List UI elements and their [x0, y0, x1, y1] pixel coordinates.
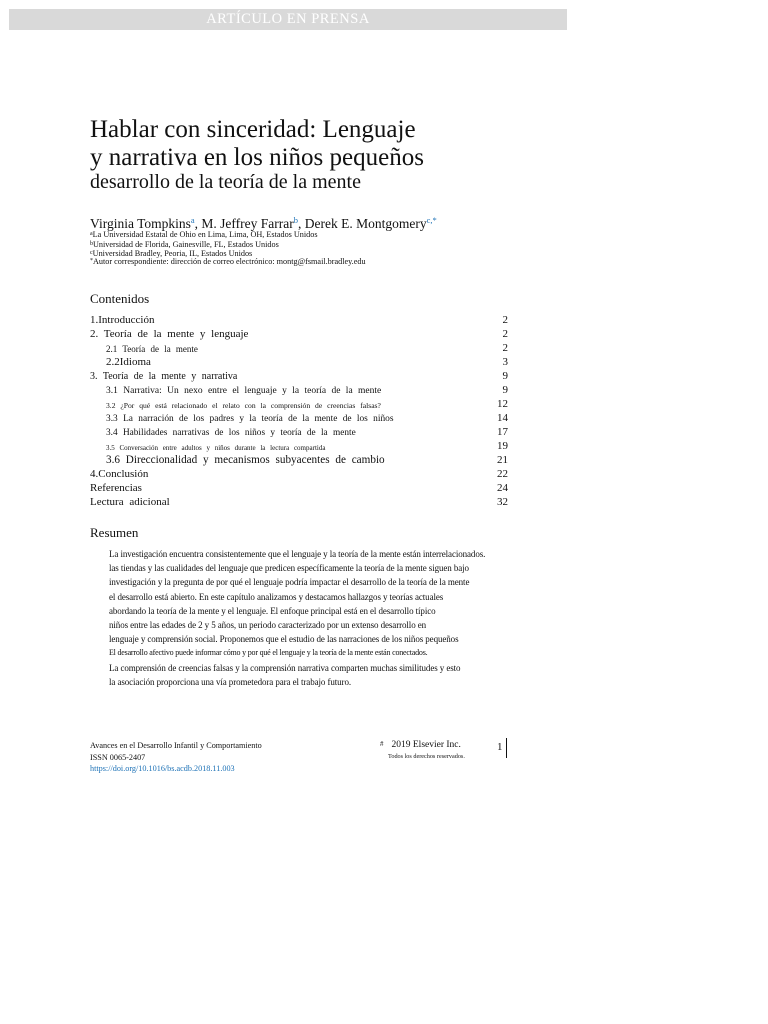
rights-reserved: Todos los derechos reservados. — [388, 753, 465, 760]
toc-item-label[interactable]: 1.Introducción — [90, 314, 155, 326]
toc-item-page: 17 — [497, 426, 508, 438]
affiliation-text: Universidad de Florida, Gainesville, FL, Estados Unidos — [93, 239, 279, 249]
toc-item-page: 22 — [497, 468, 508, 480]
author-separator: , — [194, 216, 202, 231]
abstract-line: las tiendas y las cualidades del lenguaje que predicen específicamente la teoría de la mente siguen bajo — [109, 563, 469, 574]
toc-item-label[interactable]: 3.2 ¿Por qué está relacionado el relato con la comprensión de creencias falsas? — [106, 401, 381, 410]
toc-item-page: 21 — [497, 454, 508, 466]
toc-item-label[interactable]: 4.Conclusión — [90, 468, 149, 480]
corresponding-author — [90, 257, 366, 267]
toc-item-teoria-lenguaje[interactable] — [90, 327, 508, 341]
toc-item-direccionalidad[interactable] — [90, 453, 508, 467]
article-in-press-banner: ARTÍCULO EN PRENSA — [9, 9, 567, 30]
affiliation-text: Autor correspondiente: dirección de correo electrónico: montg@fsmail.bradley.edu — [93, 256, 366, 266]
toc-item-page: 32 — [497, 496, 508, 508]
toc-item-label[interactable]: 3.3 La narración de los padres y la teoría de la mente de los niños — [106, 414, 394, 424]
author-affil-mark[interactable]: a — [190, 215, 195, 225]
author-affil-mark[interactable]: b — [293, 215, 298, 225]
affiliation-text: Universidad Bradley, Peoria, IL, Estados Unidos — [92, 249, 253, 258]
toc-item-label[interactable]: Lectura adicional — [90, 496, 170, 508]
abstract-line: La investigación encuentra consistentemente que el lenguaje y la teoría de la mente están interrelacionados. — [109, 549, 486, 559]
toc-item-page: 2 — [502, 314, 508, 326]
affiliations — [90, 230, 366, 266]
journal-name: Avances en el Desarrollo Infantil y Comportamiento — [90, 741, 262, 750]
toc-item-page: 3 — [502, 356, 508, 368]
author[interactable]: Virginia Tompkins — [90, 216, 191, 231]
toc-item-idioma[interactable] — [90, 355, 508, 369]
toc-item-conclusion[interactable] — [90, 467, 508, 481]
toc-item-label[interactable]: 2. Teoría de la mente y lenguaje — [90, 328, 249, 340]
toc-item-lectura-adicional[interactable] — [90, 495, 508, 509]
toc-item-label[interactable]: 3.5 Conversación entre adultos y niños durante la lectura compartida — [106, 444, 326, 452]
toc-item-page: 14 — [497, 412, 508, 424]
contents-heading: Contenidos — [90, 291, 150, 306]
abstract-heading: Resumen — [90, 525, 139, 540]
toc-item-page: 19 — [497, 440, 508, 452]
toc-item-page: 12 — [497, 398, 508, 410]
author[interactable]: Derek E. Montgomery — [304, 216, 427, 231]
toc-item-narracion-padres[interactable] — [90, 411, 508, 425]
author[interactable]: M. Jeffrey Farrar — [201, 216, 294, 231]
toc-item-introduccion[interactable] — [90, 313, 508, 327]
toc-item-label[interactable]: 3.4 Habilidades narrativas de los niños y teoría de la mente — [106, 428, 356, 438]
title-line-2: y narrativa en los niños pequeños — [90, 144, 424, 171]
toc-item-page: 9 — [502, 384, 508, 396]
title-line-3: desarrollo de la teoría de la mente — [90, 171, 361, 193]
author-affil-mark[interactable]: c,* — [426, 215, 437, 225]
abstract-line: La comprensión de creencias falsas y la comprensión narrativa comparten muchas similitudes y esto — [109, 662, 461, 673]
title-line-1: Hablar con sinceridad: Lenguaje — [90, 116, 416, 143]
table-of-contents — [90, 313, 508, 509]
footer-copyright — [380, 739, 465, 762]
toc-item-label[interactable]: 2.1 Teoría de la mente — [106, 344, 198, 354]
abstract-line: lenguaje y comprensión social. Proponemos que el estudio de las narraciones de los niños pequeños — [109, 634, 459, 645]
article-title — [90, 116, 424, 192]
doi-link[interactable]: https://doi.org/10.1016/bs.acdb.2018.11.003 — [90, 764, 235, 773]
footer-publication-info — [90, 740, 262, 775]
toc-item-label[interactable]: 3.1 Narrativa: Un nexo entre el lenguaje y la teoría de la mente — [106, 386, 382, 396]
toc-item-page: 9 — [502, 370, 508, 382]
affiliation — [90, 240, 366, 250]
toc-item-page: 24 — [497, 482, 508, 494]
toc-item-habilidades-narrativas[interactable] — [90, 425, 508, 439]
page-number: 1 — [497, 741, 503, 753]
copyright-text: 2019 Elsevier Inc. — [391, 740, 461, 750]
affiliation-mark: a — [90, 231, 93, 237]
abstract-line: el desarrollo está abierto. En este capítulo analizamos y destacamos hallazgos y teorías actuales — [109, 591, 444, 602]
abstract-body — [109, 547, 529, 689]
abstract-line: investigación y la pregunta de por qué el lenguaje podría impactar el desarrollo de la teoría de la mente — [109, 577, 470, 588]
issn: ISSN 0065-2407 — [90, 752, 146, 762]
toc-item-page: 2 — [502, 328, 508, 340]
toc-item-lectura-compartida[interactable] — [90, 439, 508, 453]
affiliation-mark: * — [90, 257, 93, 264]
affiliation — [90, 230, 366, 240]
toc-item-label[interactable]: Referencias — [90, 482, 142, 494]
toc-item-teoria-mente[interactable] — [90, 341, 508, 355]
toc-item-label[interactable]: 3. Teoría de la mente y narrativa — [90, 371, 238, 382]
toc-item-narrativa-nexo[interactable] — [90, 383, 508, 397]
author-separator: , — [298, 216, 305, 231]
affiliation-mark: c — [90, 250, 93, 256]
page-number-rule — [506, 738, 507, 758]
abstract-line: niños entre las edades de 2 y 5 años, un periodo caracterizado por un extenso desarrollo en — [109, 620, 427, 631]
toc-item-relato-creencias[interactable] — [90, 397, 508, 411]
toc-item-label[interactable]: 2.2Idioma — [106, 356, 151, 368]
copyright-symbol: # — [380, 740, 384, 748]
abstract-line: la asociación proporciona una vía prometedora para el trabajo futuro. — [109, 676, 351, 687]
abstract-line: El desarrollo afectivo puede informar cómo y por qué el lenguaje y la teoría de la mente están conectados. — [109, 648, 428, 658]
toc-item-referencias[interactable] — [90, 481, 508, 495]
abstract-line: abordando la teoría de la mente y el lenguaje. El enfoque principal está en el desarrollo típico — [109, 605, 436, 616]
toc-item-page: 2 — [502, 342, 508, 354]
affiliation-text: La Universidad Estatal de Ohio en Lima, Lima, OH, Estados Unidos — [92, 230, 318, 239]
toc-item-label[interactable]: 3.6 Direccionalidad y mecanismos subyacentes de cambio — [106, 454, 385, 466]
toc-item-teoria-narrativa[interactable] — [90, 369, 508, 383]
affiliation-mark: b — [90, 240, 93, 247]
